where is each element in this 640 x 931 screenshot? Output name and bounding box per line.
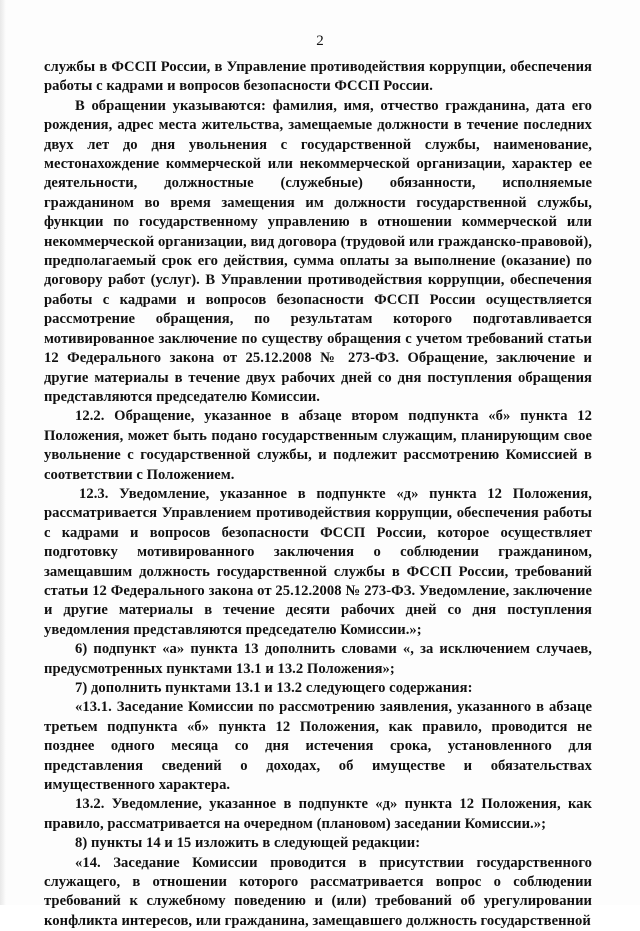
scan-edge-shadow — [0, 0, 6, 905]
paragraph-item-6: 6) подпункт «а» пункта 13 дополнить словами «, за исключением случаев, предусмотренных пунктами 13.1 и 13.2 Положения»; — [44, 641, 592, 677]
paragraph-continuation: службы в ФССП России, в Управление противодействия коррупции, обеспечения работы с кадрами и вопросов безопасности ФССП России. — [44, 59, 592, 95]
paragraph-13-1: «13.1. Заседание Комиссии по рассмотрению заявления, указанного в абзаце третьем подпункта «б» пункта 12 Положения, как правило, проводится не позднее одного месяца со дня истечения срока, установленного для представления сведений о доходах, об имуществе и обязательствах имущественного характера. — [44, 699, 592, 794]
paragraph-item-7: 7) дополнить пунктами 13.1 и 13.2 следующего содержания: — [75, 680, 473, 696]
paragraph-14: «14. Заседание Комиссии проводится в присутствии государственного служащего, в отношении которого рассматривается вопрос о соблюдении требований к служебному поведению и (или) требований об урегулировании конфликта интересов, или гражданина, замещавшего должность государственной — [44, 854, 592, 929]
page-number: 2 — [316, 33, 324, 49]
paragraph-12-2: 12.2. Обращение, указанное в абзаце втором подпункта «б» пункта 12 Положения, может быть подано государственным служащим, планирующим свое увольнение с государственной службы, и подлежит рассмотрению Комиссией в соответствии с Положением. — [44, 408, 592, 483]
paragraph-appeal-contents: В обращении указываются: фамилия, имя, отчество гражданина, дата его рождения, адрес места жительства, замещаемые должности в течение последних двух лет до дня увольнения с государственной службы, наименование, местонахождение коммерческой или некоммерческой организации, характер ее деятельности, должностные (служебные) обязанности, исполняемые гражданином во время замещения им должности государственной службы, функции по государственному управлению в отношении коммерческой или некоммерческой организации, вид договора (трудовой или гражданско-правовой), предполагаемый срок его действия, сумма оплаты за выполнение (оказание) по договору работ (услуг). В Управлении противодействия коррупции, обеспечения работы с кадрами и вопросов безопасности ФССП России осуществляется рассмотрение обращения, по результатам которого подготавливается мотивированное заключение по существу обращения с учетом требований статьи 12 Федерального закона от 25.12.2008 № 273-ФЗ. Обращение, заключение и другие материалы в течение двух рабочих дней со дня поступления обращения представляются председателю Комиссии. — [44, 97, 592, 405]
paragraph-item-8: 8) пункты 14 и 15 изложить в следующей редакции: — [75, 835, 421, 852]
paragraph-12-3: 12.3. Уведомление, указанное в подпункте «д» пункта 12 Положения, рассматривается Управлением противодействия коррупции, обеспечения работы с кадрами и вопросов безопасности ФССП России, которое осуществляет подготовку мотивированного заключения о соблюдении гражданином, замещавшим должность государственной службы в ФССП России, требований статьи 12 Федерального закона от 25.12.2008 № 273-ФЗ. Уведомление, заключение и другие материалы в течение десяти рабочих дней со дня поступления уведомления представляются председателю Комиссии.»; — [44, 485, 592, 638]
document-body — [44, 58, 592, 931]
paragraph-13-2: 13.2. Уведомление, указанное в подпункте «д» пункта 12 Положения, как правило, рассматривается на очередном (плановом) заседании Комиссии.»; — [44, 796, 592, 832]
